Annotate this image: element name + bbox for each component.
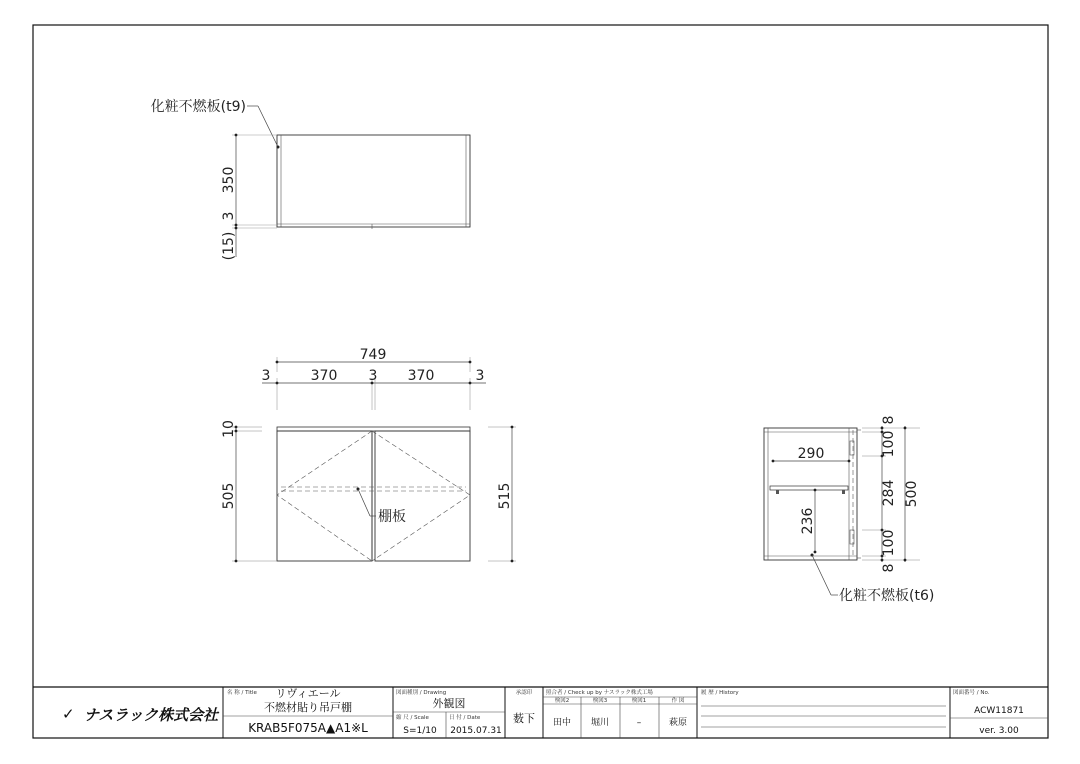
top-view-outline xyxy=(277,135,470,227)
side-view-callout: 化粧不燃板(t6) xyxy=(839,588,935,604)
title-caption: 名 称 / Title xyxy=(227,690,257,696)
company-logo xyxy=(62,705,220,724)
history-caption: 履 歴 / History xyxy=(701,690,739,696)
door-left xyxy=(277,431,372,561)
front-door-right-dim: 370 xyxy=(407,368,435,384)
top-view-gap-dim: 3 xyxy=(221,211,237,221)
checker3-name: – xyxy=(636,718,642,728)
sheet-border xyxy=(33,25,1048,738)
model-number: KRAB5F075A▲A1※L xyxy=(248,721,368,735)
check-col2: 検図3 xyxy=(592,698,608,704)
date-value: 2015.07.31 xyxy=(450,726,502,736)
no-caption: 図面番号 / No. xyxy=(953,690,990,696)
top-view-depth-dim: 350 xyxy=(221,166,237,194)
approver-name: 薮下 xyxy=(513,712,535,725)
title-line1: リヴィエール xyxy=(275,687,341,700)
front-door-left-dim: 370 xyxy=(310,368,338,384)
front-overall-width-dim: 749 xyxy=(359,347,387,363)
checker2-name: 堀川 xyxy=(590,718,610,728)
checker1-name: 田中 xyxy=(552,718,572,728)
drawing-caption: 図面種別 / Drawing xyxy=(396,690,447,696)
check-col1: 検図2 xyxy=(554,698,570,704)
side-total-height-dim: 500 xyxy=(904,480,920,508)
title-line2: 不燃材貼り吊戸棚 xyxy=(264,701,352,714)
front-view xyxy=(221,347,516,562)
title-block xyxy=(33,687,1048,738)
company-name: ナスラック株式会社 xyxy=(84,706,219,724)
side-top-clearance-dim: 8 xyxy=(881,415,897,425)
side-upper-hinge-dim: 100 xyxy=(881,430,897,458)
date-caption: 日 付 / Date xyxy=(449,715,481,721)
top-view-callout: 化粧不燃板(t9) xyxy=(150,99,246,115)
top-view-offset-dim: (15) xyxy=(221,231,237,261)
logo-mark-icon: ✓ xyxy=(62,705,75,723)
side-bottom-clearance-dim: 8 xyxy=(881,563,897,573)
top-view xyxy=(151,98,470,260)
check-caption: 照合者 / Check up by ナスラック株式工場 xyxy=(546,690,653,696)
front-gap-left-dim: 3 xyxy=(261,368,271,384)
side-lower-hinge-dim: 100 xyxy=(881,529,897,557)
drawing-type: 外観図 xyxy=(432,697,466,710)
scale-caption: 縮 尺 / Scale xyxy=(396,715,429,721)
shelf-label: 棚板 xyxy=(378,509,406,525)
front-gap-mid-dim: 3 xyxy=(368,368,378,384)
version: ver. 3.00 xyxy=(979,726,1019,736)
scale-value: S=1/10 xyxy=(403,726,437,736)
side-shelf xyxy=(770,486,848,490)
side-mid-dim: 284 xyxy=(881,479,897,507)
door-right xyxy=(375,431,470,561)
check-col4: 作 図 xyxy=(671,698,685,704)
front-top-gap-dim: 10 xyxy=(221,420,237,438)
side-view xyxy=(764,416,934,604)
drawing-number: ACW11871 xyxy=(974,706,1024,716)
approver-caption: 承認印 xyxy=(515,690,533,696)
check-col3: 検図1 xyxy=(631,698,647,704)
side-shelf-depth-dim: 290 xyxy=(797,446,825,462)
front-overall-height-dim: 515 xyxy=(497,482,513,510)
front-door-height-dim: 505 xyxy=(221,482,237,510)
front-gap-right-dim: 3 xyxy=(475,368,485,384)
drafter-name: 萩原 xyxy=(668,718,688,728)
side-shelf-height-dim: 236 xyxy=(800,507,816,535)
